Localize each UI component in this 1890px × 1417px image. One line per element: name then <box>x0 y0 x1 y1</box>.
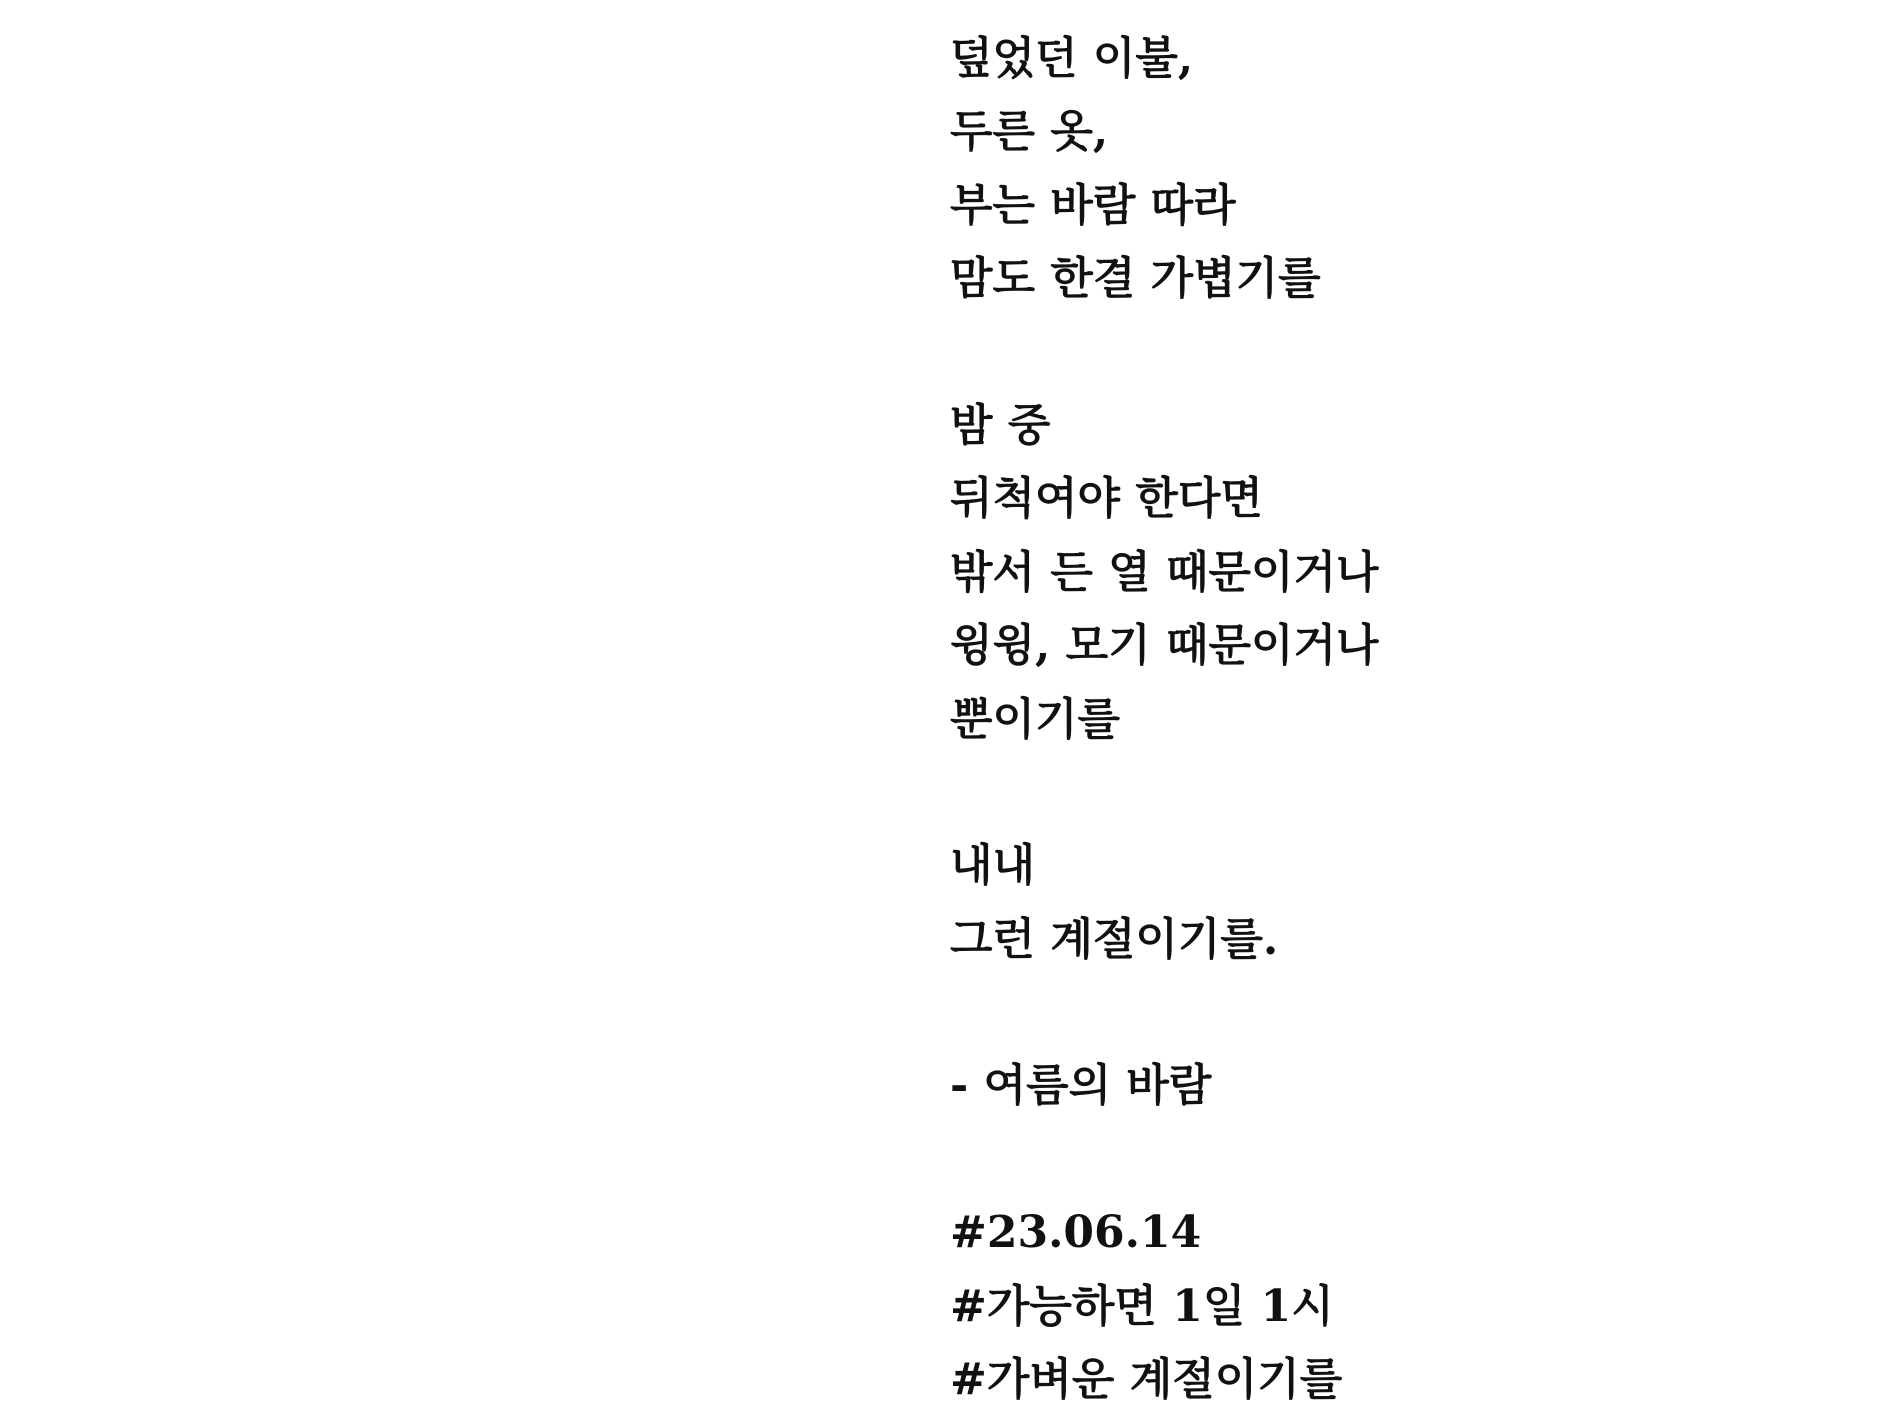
poem-line: 그런 계절이기를. <box>950 913 1279 965</box>
stanza-2 <box>950 389 1379 756</box>
poem-line: 내내 <box>950 840 1036 892</box>
poem-line: 뒤척여야 한다면 <box>950 473 1263 525</box>
stanza-break <box>950 976 1379 1049</box>
hashtag[interactable]: #23.06.14 <box>950 1207 1202 1259</box>
poem-body <box>950 22 1379 1416</box>
hashtag-list <box>950 1196 1379 1416</box>
poem-line: 윙윙, 모기 때문이거나 <box>950 620 1379 672</box>
poem-line: 부는 바람 따라 <box>950 179 1236 231</box>
poem-line: 밤 중 <box>950 399 1051 451</box>
poem-signature: - 여름의 바람 <box>950 1060 1212 1112</box>
stanza-3 <box>950 829 1379 976</box>
stanza-break <box>950 316 1379 389</box>
hashtag[interactable]: #가벼운 계절이기를 <box>950 1354 1343 1406</box>
poem-line: 덮었던 이불, <box>950 33 1194 84</box>
hashtag[interactable]: #가능하면 1일 1시 <box>950 1280 1334 1332</box>
stanza-break <box>950 1123 1379 1196</box>
stanza-1 <box>950 22 1379 316</box>
poem-line: 밖서 든 열 때문이거나 <box>950 546 1379 598</box>
stanza-break <box>950 756 1379 829</box>
poem-line: 두른 옷, <box>950 106 1109 158</box>
poem-line: 뿐이기를 <box>950 693 1121 745</box>
poem-line: 맘도 한결 가볍기를 <box>950 253 1321 305</box>
